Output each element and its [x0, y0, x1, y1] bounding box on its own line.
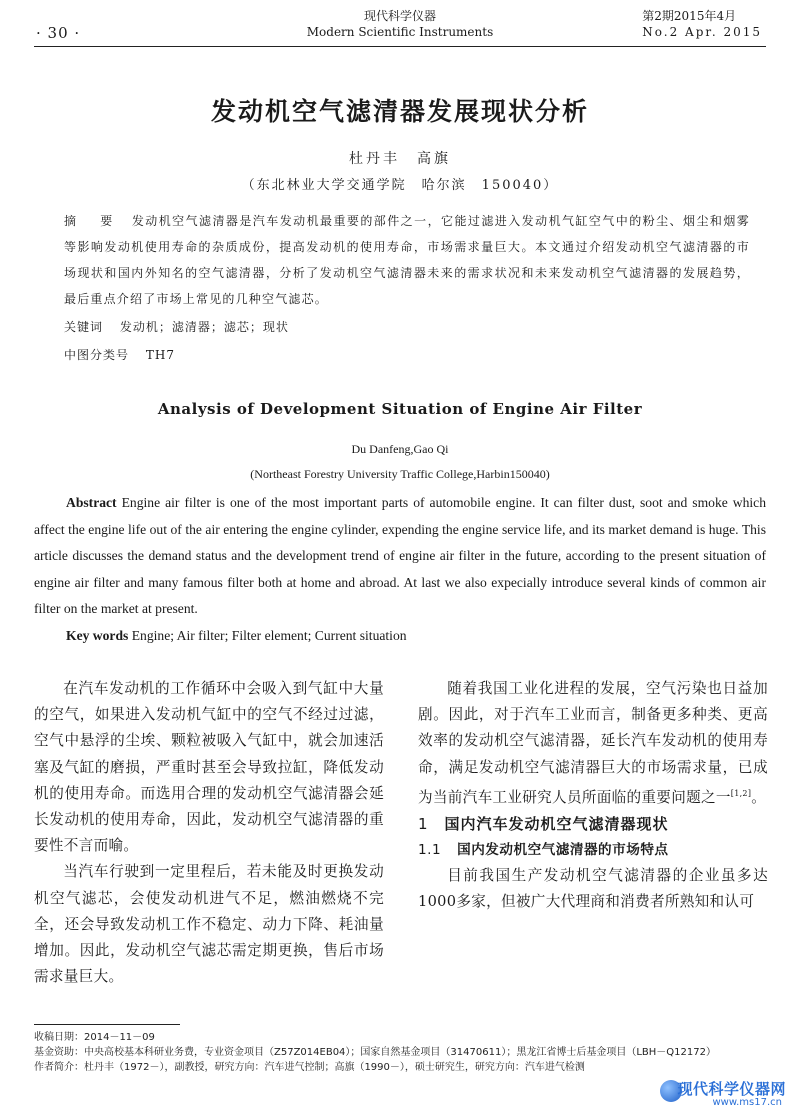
- article-title-cn: 发动机空气滤清器发展现状分析: [210, 97, 589, 126]
- body-paragraph-end: 。: [751, 788, 767, 806]
- clc-number: [64, 346, 175, 363]
- body-right-column: [418, 676, 768, 916]
- body-paragraph-text: 随着我国工业化进程的发展，空气污染也日益加剧。因此，对于汽车工业而言，制备更多种类、更高效率的发动机空气滤清器，延长汽车发动机的使用寿命，满足发动机空气滤清器巨大的市场需求量，已成为当前汽车工业研究人员所面临的重要问题之一: [418, 680, 768, 806]
- section-heading-1-1: [418, 837, 768, 863]
- clc-label: 中图分类号: [64, 348, 130, 362]
- subsection-number: 1.1: [418, 842, 442, 859]
- authors-cn: 杜丹丰 高旗: [349, 151, 451, 167]
- body-paragraph: 在汽车发动机的工作循环中会吸入到气缸中大量的空气，如果进入发动机气缸中的空气不经过过滤，空气中悬浮的尘埃、颗粒被吸入气缸中，就会加速活塞及气缸的磨损，严重时甚至会导致拉缸，降低发动机的使用寿命。而选用合理的发动机空气滤清器会延长发动机的使用寿命，因此，发动机空气滤清器的重要性不言而喻。: [34, 680, 384, 855]
- body-paragraph: [418, 676, 768, 811]
- keywords-en: [66, 628, 407, 644]
- header-rule: [34, 46, 766, 47]
- abstract-en-text: Engine air filter is one of the most important parts of automobile engine. It can filter dust, soot and smoke which affect the engine life out of the air entering the engine cylinder, expending the engine service life, and its market demand is huge. This article discusses the demand status and the development trend of engine air filter in the future, according to the present situation of engine air filter and many famous filter both at home and abroad. At last we also expecially introduce several kinds of common air filter on the market at present.: [34, 495, 766, 616]
- site-watermark: [660, 1078, 790, 1112]
- citation-ref: [1,2]: [730, 788, 752, 798]
- abstract-en-label: Abstract: [66, 495, 117, 510]
- footnote-authors: 作者简介：杜丹丰（1972－），副教授，研究方向：汽车进气控制；高旗（1990－），硕士研究生，研究方向：汽车进气检测: [34, 1062, 585, 1073]
- abstract-cn-text: 发动机空气滤清器是汽车发动机最重要的部件之一，它能过滤进入发动机气缸空气中的粉尘、烟尘和烟雾等影响发动机使用寿命的杂质成份，提高发动机的使用寿命，市场需求量巨大。本文通过介绍发动机空气滤清器的市场现状和国内外知名的空气滤清器，分析了发动机空气滤清器未来的需求状况和未来发动机空气滤清器的发展趋势，最后重点介绍了市场上常见的几种空气滤芯。: [64, 214, 750, 306]
- journal-name-en: Modern Scientific Instruments: [306, 25, 494, 39]
- issue-cn: 第2期2015年4月: [642, 9, 737, 23]
- body-paragraph: 当汽车行驶到一定里程后，若未能及时更换发动机空气滤芯，会使发动机进气不足，燃油燃烧不完全，还会导致发动机工作不稳定、动力下降、耗油量增加。因此，发动机空气滤芯需定期更换，售后市场需求量巨大。: [34, 863, 384, 986]
- watermark-name: 现代科学仪器网: [677, 1080, 786, 1098]
- clc-text: TH7: [145, 348, 175, 362]
- abstract-en: [34, 490, 766, 623]
- subsection-title: 国内发动机空气滤清器的市场特点: [457, 842, 669, 859]
- body-left-column: [34, 676, 384, 990]
- section-title: 国内汽车发动机空气滤清器现状: [444, 814, 669, 833]
- journal-name-cn: 现代科学仪器: [363, 9, 436, 23]
- issue-info: [642, 8, 762, 40]
- keywords-cn-text: 发动机；滤清器；滤芯；现状: [119, 320, 289, 334]
- article-title-en: Analysis of Development Situation of Engine Air Filter: [157, 400, 643, 418]
- section-heading-1: [418, 811, 768, 837]
- footnote-funding: 基金资助：中央高校基本科研业务费，专业资金项目（Z57Z014EB04）；国家自然基金项目（31470611）；黑龙江省博士后基金项目（LBH－Q12172）: [34, 1047, 716, 1058]
- footnote-rule: [34, 1024, 180, 1025]
- keywords-en-label: Key words: [66, 628, 129, 643]
- affiliation-en: (Northeast Forestry University Traffic College,Harbin150040): [250, 467, 550, 481]
- authors-en: Du Danfeng,Gao Qi: [351, 442, 449, 456]
- keywords-cn-label: 关键词: [64, 320, 104, 334]
- affiliation-cn: （东北林业大学交通学院 哈尔滨 150040）: [241, 178, 559, 193]
- body-paragraph: 目前我国生产发动机空气滤清器的企业虽多达1000多家，但被广大代理商和消费者所熟知和认可: [418, 867, 768, 911]
- keywords-en-text: Engine; Air filter; Filter element; Current situation: [131, 628, 407, 643]
- keywords-cn: [64, 318, 289, 335]
- watermark-url: www.ms17.cn: [712, 1097, 782, 1108]
- issue-en: No.2 Apr. 2015: [642, 25, 762, 39]
- section-number: 1: [418, 814, 429, 833]
- abstract-cn-label: 摘 要: [64, 214, 123, 228]
- page-number: · 30 ·: [36, 24, 81, 42]
- footnote-received: 收稿日期：2014－11－09: [34, 1032, 155, 1043]
- abstract-cn: [64, 208, 750, 312]
